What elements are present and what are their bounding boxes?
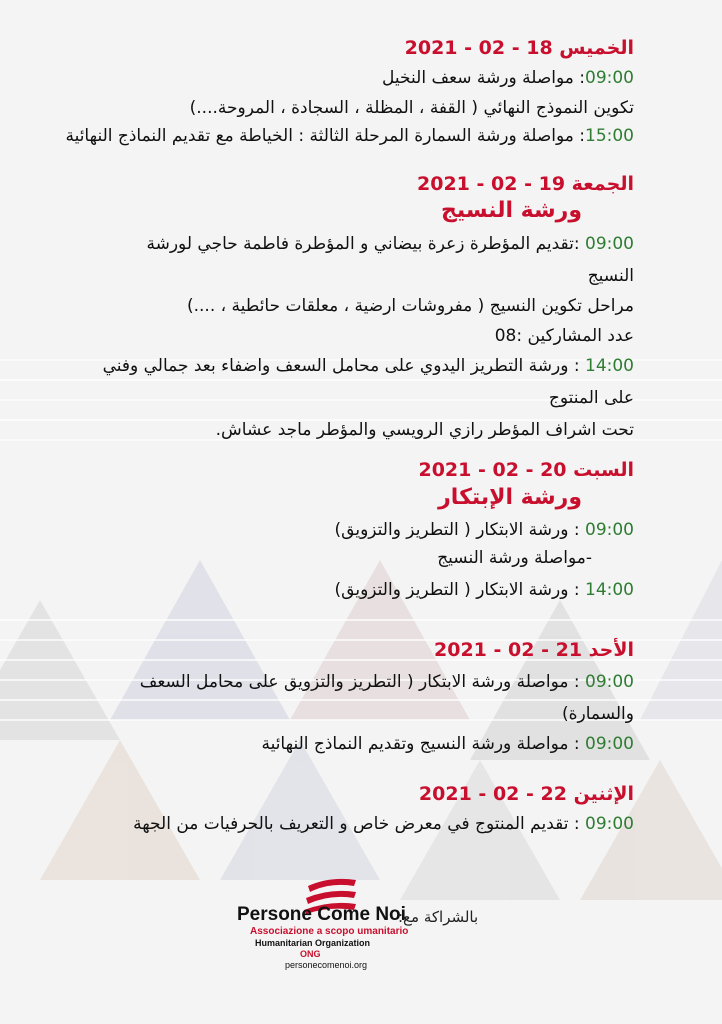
- entry-text: : مواصلة ورشة سعف النخيل: [382, 68, 585, 88]
- day-date: الإثنين 22 - 02 - 2021: [418, 783, 634, 805]
- entry-time: 14:00: [585, 580, 634, 600]
- schedule-entry: [40, 124, 634, 148]
- schedule-entry: [40, 418, 634, 442]
- entry-text: على المنتوج: [548, 388, 634, 408]
- schedule-entry: [40, 232, 634, 256]
- entry-text: والسمارة): [561, 704, 634, 724]
- entry-text: : ورشة الابتكار ( التطريز والتزويق): [334, 580, 585, 600]
- schedule-entry: [40, 670, 634, 694]
- entry-text: النسيج: [587, 266, 634, 286]
- schedule-entry: [40, 812, 634, 836]
- entry-text: : مواصلة ورشة النسيج وتقديم النماذج النهائية: [261, 734, 585, 754]
- entry-text: : مواصلة ورشة السمارة المرحلة الثالثة : الخياطة مع تقديم النماذج النهائية: [65, 126, 585, 146]
- workshop-title: ورشة الإبتكار: [438, 485, 582, 510]
- entry-time: 09:00: [585, 234, 634, 254]
- schedule-entry: [40, 546, 592, 570]
- day-date: الأحد 21 - 02 - 2021: [434, 639, 634, 661]
- entry-time: 09:00: [585, 520, 634, 540]
- entry-text: تكوين النموذج النهائي ( القفة ، المظلة ، السجادة ، المروحة....): [189, 98, 634, 118]
- schedule-entry: [40, 702, 634, 726]
- schedule-entry: [40, 96, 634, 120]
- day-date: السبت 20 - 02 - 2021: [418, 459, 634, 481]
- workshop-title: ورشة النسيج: [441, 198, 582, 223]
- entry-time: 09:00: [585, 672, 634, 692]
- org-subtitle-english: Humanitarian Organization: [255, 938, 371, 948]
- org-type: ONG: [300, 949, 321, 959]
- entry-time: 15:00: [585, 126, 634, 146]
- schedule-entry: [40, 264, 634, 288]
- entry-text: : تقديم المنتوج في معرض خاص و التعريف بالحرفيات من الجهة: [133, 814, 585, 834]
- schedule-entry: [40, 578, 634, 602]
- schedule-entry: [40, 324, 634, 348]
- schedule-entry: [40, 66, 634, 90]
- entry-text: تحت اشراف المؤطر رازي الرويسي والمؤطر ماجد عشاش.: [215, 420, 634, 440]
- entry-time: 09:00: [585, 734, 634, 754]
- entry-text: عدد المشاركين :08: [494, 326, 634, 346]
- entry-text: : ورشة التطريز اليدوي على محامل السعف واضفاء بعد جمالي وفني: [102, 356, 585, 376]
- day-date: الجمعة 19 - 02 - 2021: [417, 173, 634, 195]
- org-website: personecomenoi.org: [285, 960, 368, 970]
- entry-time: 09:00: [585, 814, 634, 834]
- partner-logo-block: [0, 868, 722, 988]
- org-name: Persone Come Noi: [237, 904, 406, 925]
- schedule-entry: [40, 732, 634, 756]
- entry-text: مراحل تكوين النسيج ( مفروشات ارضية ، معلقات حائطية ، ....): [186, 296, 634, 316]
- entry-time: 14:00: [585, 356, 634, 376]
- entry-text: -مواصلة ورشة النسيج: [437, 548, 592, 568]
- entry-text: : ورشة الابتكار ( التطريز والتزويق): [334, 520, 585, 540]
- entry-text: :تقديم المؤطرة زعرة بيضاني و المؤطرة فاطمة حاجي لورشة: [146, 234, 585, 254]
- schedule-entry: [40, 518, 634, 542]
- entry-text: : مواصلة ورشة الابتكار ( التطريز والتزويق على محامل السعف: [139, 672, 585, 692]
- partner-label: بالشراكة مع:: [398, 908, 479, 926]
- schedule-entry: [40, 386, 634, 410]
- schedule-entry: [40, 354, 634, 378]
- schedule-entry: [40, 294, 634, 318]
- day-date: الخميس 18 - 02 - 2021: [404, 37, 634, 59]
- org-subtitle-italian: Associazione a scopo umanitario: [250, 926, 409, 937]
- entry-time: 09:00: [585, 68, 634, 88]
